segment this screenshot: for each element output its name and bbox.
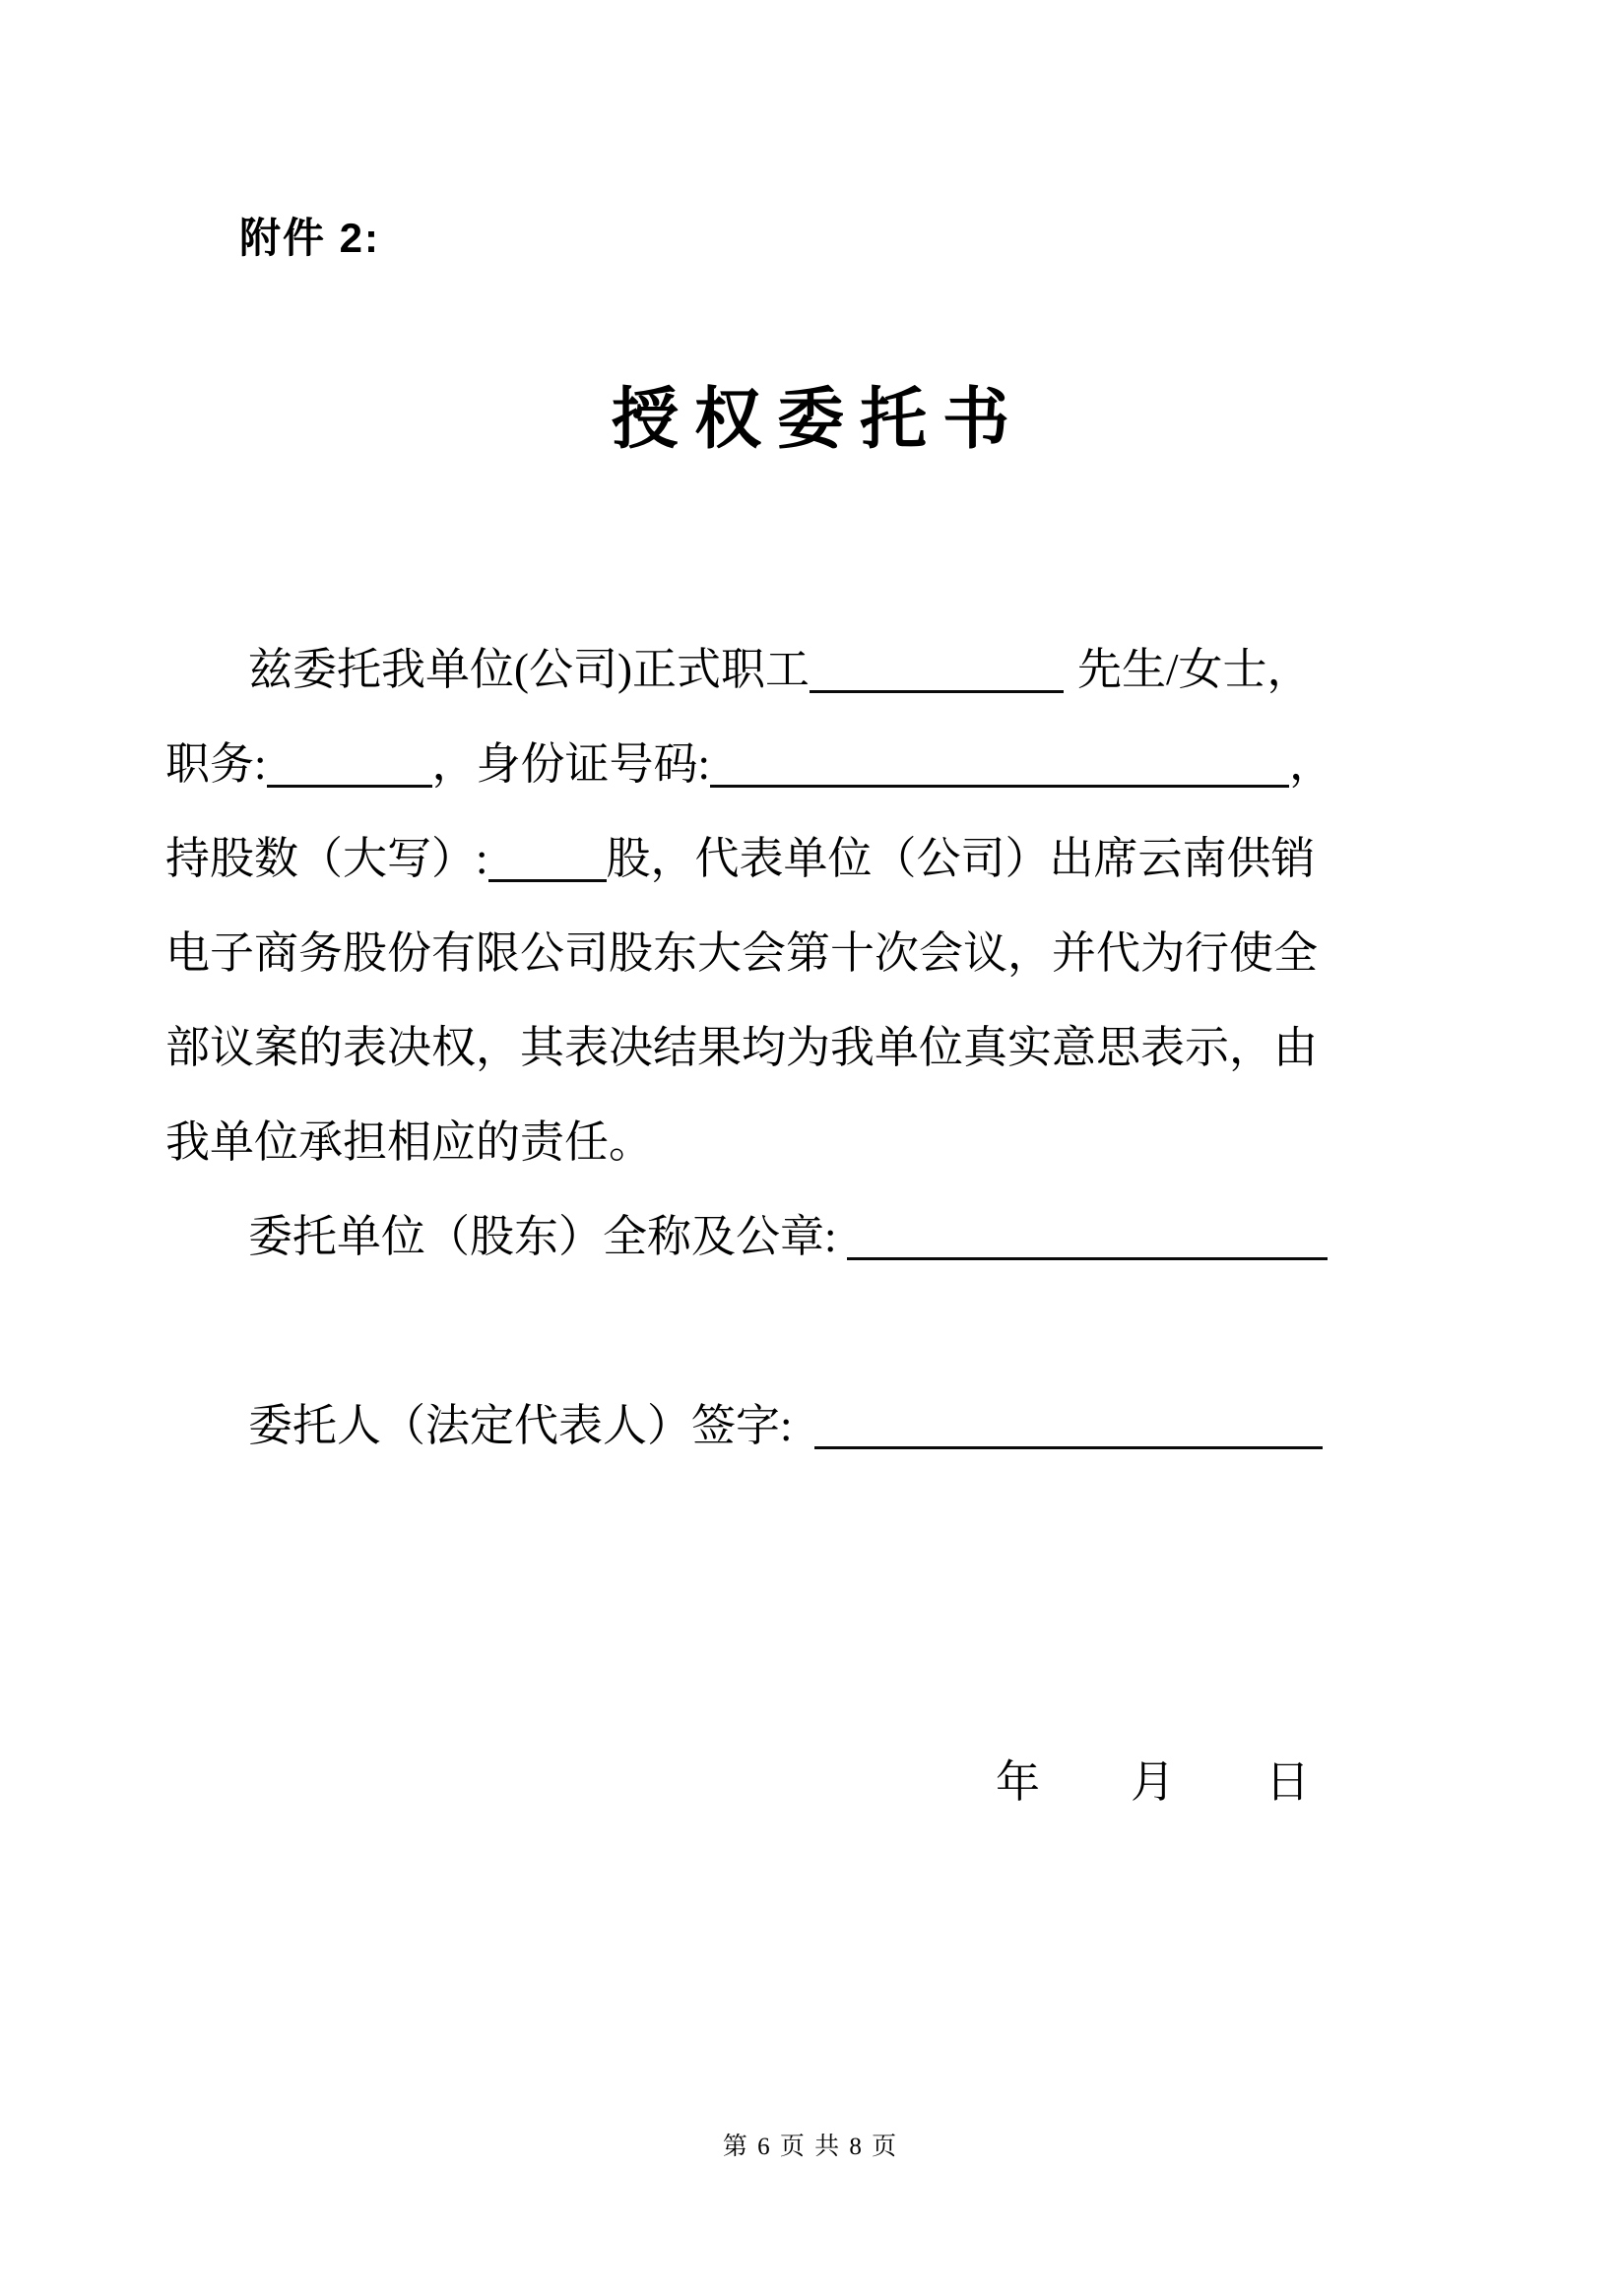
- body-paragraph: [165, 622, 1377, 1473]
- body-line-6: 我单位承担相应的责任。: [165, 1117, 654, 1167]
- line8-label: 委托人（法定代表人）签字:: [248, 1401, 793, 1450]
- date-line: [165, 1735, 1310, 1829]
- line2-mid: ，身份证号码:: [431, 739, 711, 789]
- blank-entrusting-unit: [847, 1208, 1328, 1260]
- line7-label: 委托单位（股东）全称及公章:: [248, 1212, 837, 1261]
- line3-post: 股，代表单位（公司）出席云南供销: [606, 834, 1316, 883]
- page-number-footer: 第 6 页 共 8 页: [722, 2134, 899, 2160]
- blank-employee-name: [810, 641, 1064, 693]
- body-line-2: [165, 717, 1377, 811]
- document-title: 授权委托书: [611, 382, 1025, 457]
- blank-share-count: [488, 830, 607, 882]
- blank-position: [267, 735, 432, 788]
- date-day-label: 日: [1264, 1757, 1310, 1807]
- blank-signature: [814, 1397, 1323, 1449]
- line1-text-post: 先生/女士，: [1076, 645, 1312, 694]
- body-line-1: [165, 622, 1377, 717]
- body-line-4: 电子商务股份有限公司股东大会第十次会议，并代为行使全: [165, 928, 1319, 978]
- body-line-5: 部议案的表决权，其表决结果均为我单位真实意思表示，由: [165, 1023, 1319, 1072]
- body-line-7: [165, 1189, 1377, 1284]
- body-line-3: [165, 811, 1377, 906]
- line3-label: 持股数（大写）:: [165, 834, 488, 883]
- line2-end: ，: [1289, 739, 1334, 789]
- line2-label: 职务:: [165, 739, 267, 789]
- body-line-8: [165, 1378, 1377, 1473]
- attachment-label: 附件 2:: [239, 215, 381, 261]
- line1-text-pre: 兹委托我单位(公司)正式职工: [248, 645, 810, 694]
- blank-row: [165, 1284, 1377, 1378]
- date-year-label: 年: [995, 1757, 1040, 1807]
- blank-id-number: [710, 735, 1289, 788]
- date-month-label: 月: [1130, 1757, 1175, 1807]
